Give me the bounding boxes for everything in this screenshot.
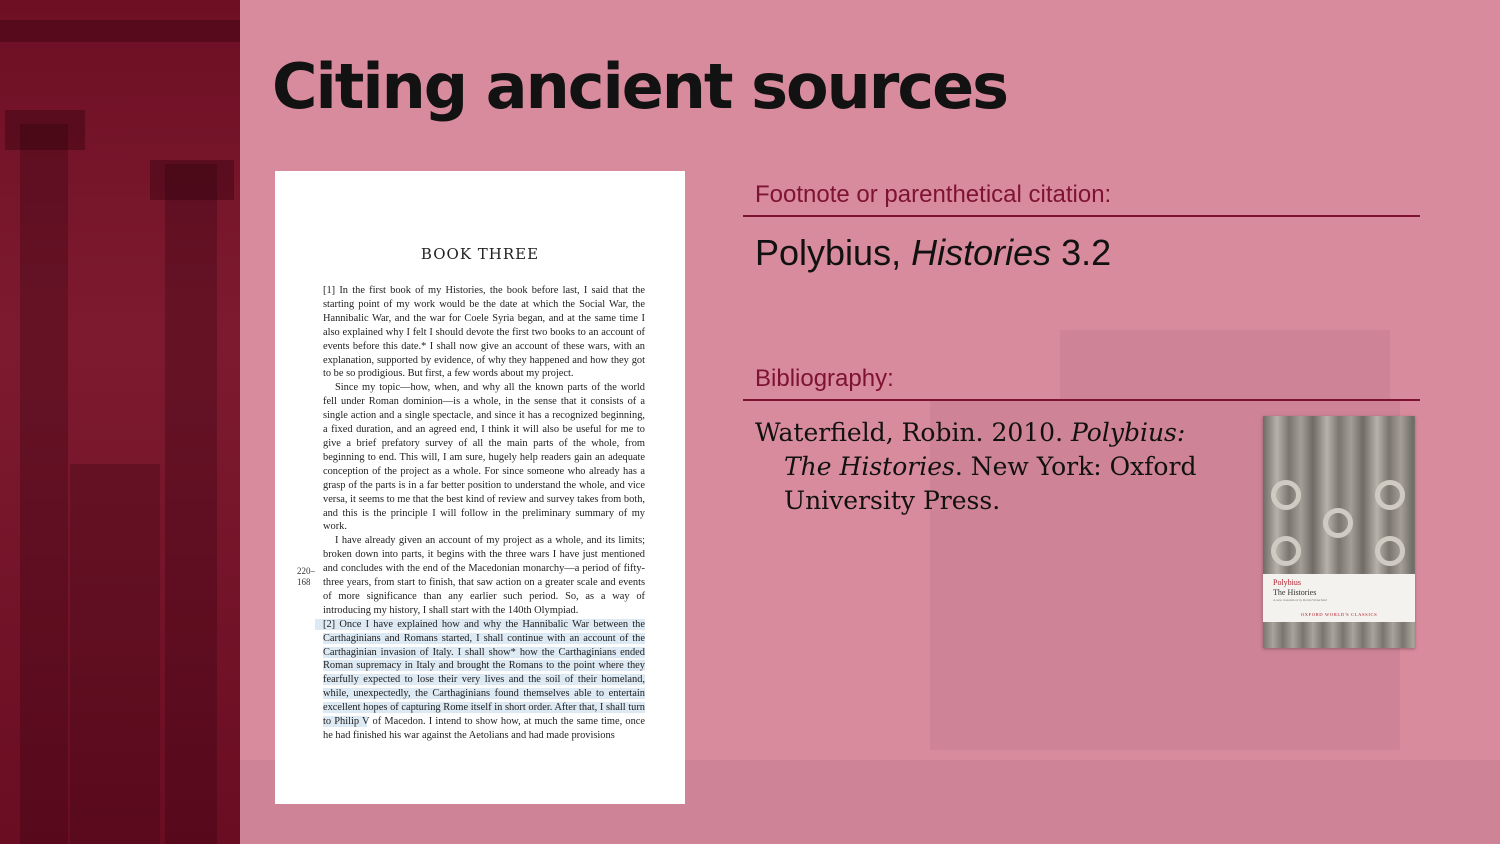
footnote-citation — [755, 232, 1111, 274]
book-page-margin-note: 220– 168 — [297, 566, 315, 587]
cover-bottom-art — [1263, 622, 1415, 648]
footnote-divider — [743, 215, 1420, 217]
cover-subtitle: A new translation by Robin Waterfield — [1273, 598, 1327, 602]
book-page-scan — [275, 171, 685, 804]
bibliography-label: Bibliography: — [755, 365, 894, 392]
bibliography-book-title: Polybius: The Histories — [784, 418, 1186, 481]
background-pediment — [1060, 330, 1390, 400]
cover-title: The Histories — [1273, 588, 1317, 597]
book-page-paragraph-highlighted — [323, 618, 645, 743]
citation-author: Polybius, — [755, 232, 912, 273]
citation-reference: 3.2 — [1051, 232, 1112, 273]
book-page-paragraph: Since my topic—how, when, and why all the known parts of the world fell under Roman dominion—is a whole, in the sense that it consists of a single action and a single spectacle, and since it has a recognized beginning, a fixed duration, and an agreed end, I think it will also be useful for me to give a brief prefatory survey of all the main parts of the whole, from beginning to end. This will, I am sure, hugely help readers gain an adequate conception of the project as a whole. For since someone who already has a grasp of the parts is in a far better position to understand the whole, and vice versa, it seems to me that the best kind of review and survey takes from both, and this is the principle I will follow in the preliminary summary of my work. — [323, 382, 645, 533]
book-cover-image — [1263, 416, 1415, 648]
left-architecture-band — [0, 0, 240, 844]
citation-work-title: Histories — [911, 232, 1052, 273]
bibliography-entry — [755, 416, 1235, 518]
cover-series-name: OXFORD WORLD'S CLASSICS — [1300, 612, 1378, 617]
cover-relief-art — [1263, 416, 1415, 574]
book-page-heading: BOOK THREE — [420, 245, 540, 263]
book-page-paragraph: [1] In the first book of my Histories, the book before last, I said that the starting point of my work would be the date at which the Social War, the Hannibalic War, and the war for Coele Syria began, and at the same time I also explained why I felt I should devote the first two books to an account of events before this date.* I shall now give an account of these wars, with an explanation, supported by evidence, of why they happened and how they got to be so prodigious. But first, a few words about my project. — [323, 285, 645, 380]
book-page-body — [323, 284, 645, 743]
bibliography-author-year: Waterfield, Robin. 2010. — [755, 418, 1071, 447]
book-page-paragraph: I have already given an account of my project as a whole, and its limits; broken down into parts, it begins with the three wars I have just mentioned and concludes with the end of the Macedonian monarchy—a period of fifty-three years, from start to finish, that saw action on a greater scale and events of more significance than any earlier such period. So, as a way of introducing my history, I shall start with the 140th Olympiad. — [323, 535, 645, 616]
bibliography-divider — [743, 399, 1420, 401]
footnote-label: Footnote or parenthetical citation: — [755, 181, 1112, 208]
highlighted-passage: [2] Once I have explained how and why the Hannibalic War between the Carthaginians and Romans started, I shall continue with an account of the Carthaginian invasion of Italy. I shall show* how the Carthaginians ended Roman supremacy in Italy and brought the Romans to the point where they fearfully expected to lose their very lives and the soil of their homeland, while, unexpectedly, the Carthaginians found themselves able to entertain excellent hopes of capturing Rome itself in short order. After that, I shall turn to Philip — [323, 618, 645, 728]
book-page-continuation: V of Macedon. I intend to show how, at much the same time, once he had finished his war against the Aetolians and had made provisions — [323, 716, 645, 741]
cover-author: Polybius — [1273, 578, 1302, 587]
slide-title: Citing ancient sources — [272, 50, 1008, 123]
bibliography-publisher: . New York: Oxford University Press. — [784, 452, 1197, 515]
